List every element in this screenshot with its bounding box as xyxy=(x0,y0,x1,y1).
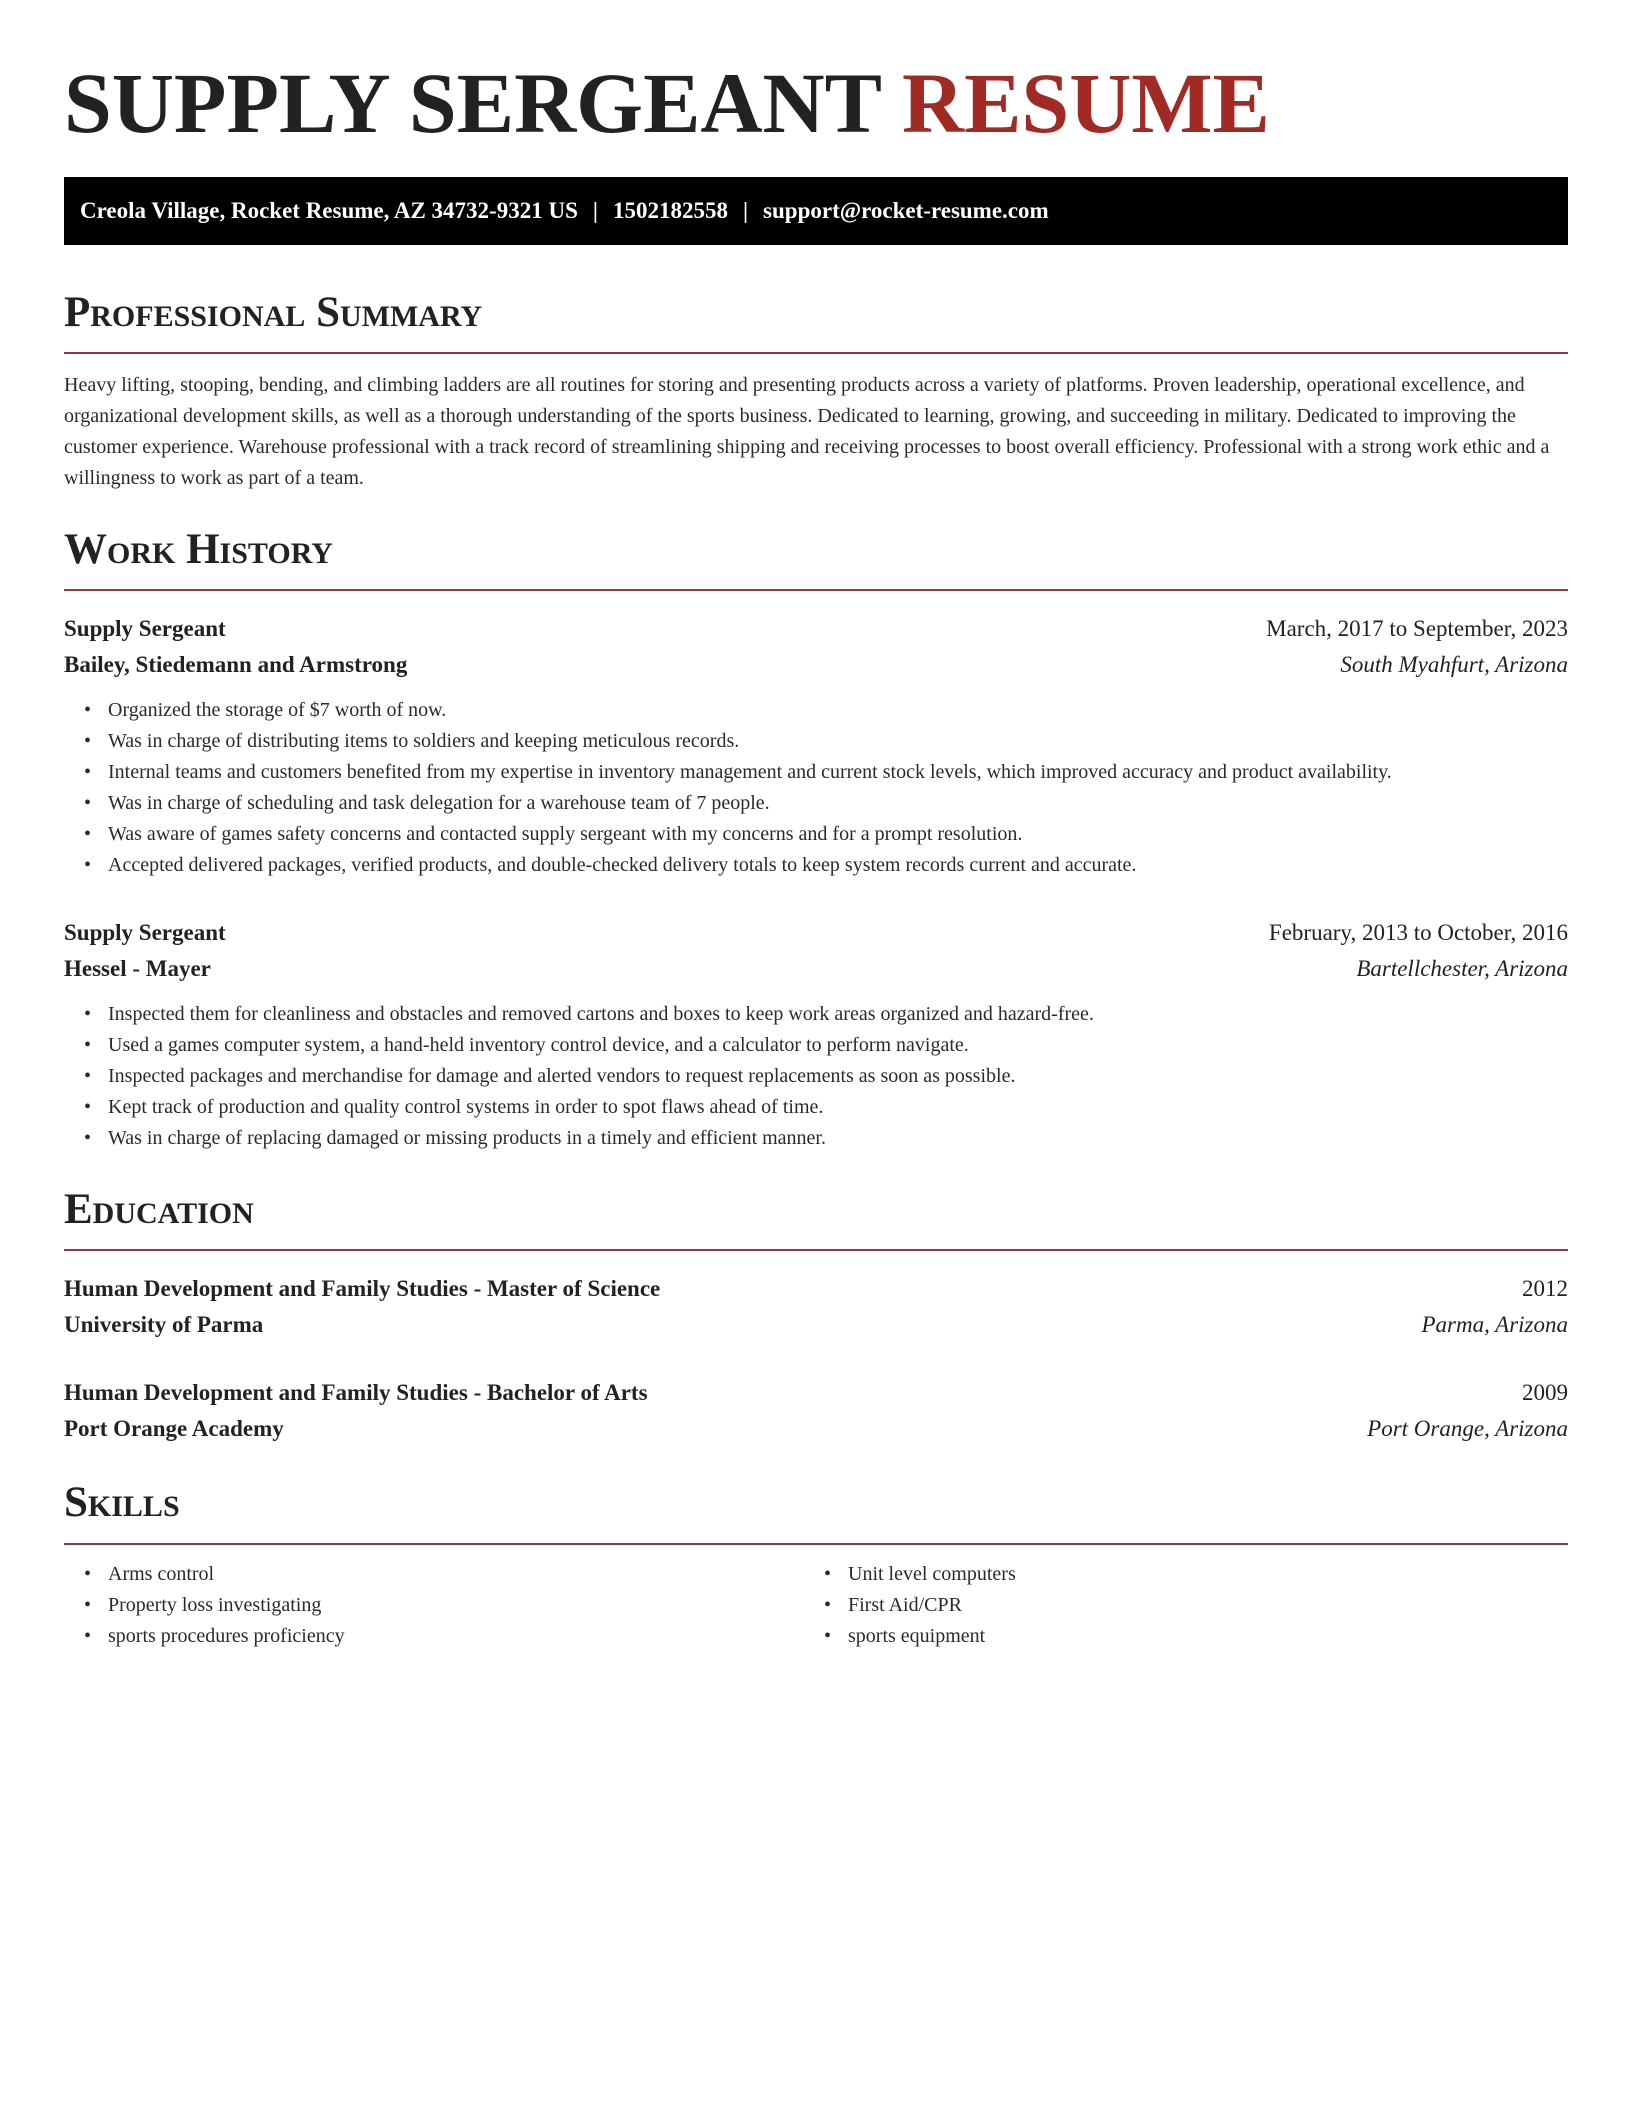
skill-item: • Property loss investigating xyxy=(108,1590,804,1621)
job-title: Supply Sergeant xyxy=(64,616,226,642)
graduation-year: 2009 xyxy=(1522,1380,1568,1406)
education-entry xyxy=(64,1271,1568,1343)
resume-title xyxy=(64,0,1568,151)
list-item: • Used a games computer system, a hand-held inventory control device, and a calculator to perform navigate. xyxy=(108,1030,1568,1061)
contact-separator: | xyxy=(742,197,749,223)
contact-email: support@rocket-resume.com xyxy=(763,197,1049,223)
summary-text: Heavy lifting, stooping, bending, and climbing ladders are all routines for storing and presenting products across a variety of platforms. Proven leadership, operational excellence, and organizational development skills, as well as a thorough understanding of the sports business. Dedicated to learning, growing, and succeeding in military. Dedicated to improving the customer experience. Warehouse professional with a track record of streamlining shipping and receiving processes to boost overall efficiency. Professional with a strong work ethic and a willingness to work as part of a team. xyxy=(64,373,1550,489)
school-name: University of Parma xyxy=(64,1312,264,1338)
resume-page xyxy=(64,0,1568,1652)
section-divider xyxy=(64,352,1568,354)
list-item: • Accepted delivered packages, verified products, and double-checked delivery totals to keep system records current and accurate. xyxy=(108,850,1568,881)
title-accent: RESUME xyxy=(901,55,1270,151)
skill-item: • Unit level computers xyxy=(848,1559,1544,1590)
title-main: SUPPLY SERGEANT xyxy=(64,55,881,151)
job-duties xyxy=(64,695,1568,881)
skills-list xyxy=(64,1559,804,1652)
school-name: Port Orange Academy xyxy=(64,1416,284,1442)
job-location: South Myahfurt, Arizona xyxy=(1340,652,1568,678)
degree: Human Development and Family Studies - Master of Science xyxy=(64,1276,661,1302)
job-company: Bailey, Stiedemann and Armstrong xyxy=(64,652,408,678)
skill-item: • sports procedures proficiency xyxy=(108,1621,804,1652)
contact-phone: 1502182558 xyxy=(612,197,728,223)
contact-separator: | xyxy=(592,197,598,223)
education-entry xyxy=(64,1375,1568,1447)
job-location: Bartellchester, Arizona xyxy=(1356,956,1568,982)
school-location: Port Orange, Arizona xyxy=(1367,1416,1568,1442)
list-item: • Was aware of games safety concerns and contacted supply sergeant with my concerns and for a prompt resolution. xyxy=(108,819,1568,850)
list-item: • Was in charge of distributing items to soldiers and keeping meticulous records. xyxy=(108,726,1568,757)
skills-grid xyxy=(64,1559,1568,1652)
list-item: • Inspected them for cleanliness and obstacles and removed cartons and boxes to keep work areas organized and hazard-free. xyxy=(108,999,1568,1030)
section-divider xyxy=(64,589,1568,591)
job-title: Supply Sergeant xyxy=(64,920,226,946)
list-item: • Was in charge of replacing damaged or missing products in a timely and efficient manner. xyxy=(108,1123,1568,1154)
list-item: • Organized the storage of $7 worth of now. xyxy=(108,695,1568,726)
graduation-year: 2012 xyxy=(1522,1276,1568,1302)
section-divider xyxy=(64,1543,1568,1545)
summary-heading: Professional Summary xyxy=(64,288,483,336)
contact-address: Creola Village, Rocket Resume, AZ 34732-9321 US xyxy=(80,197,578,223)
list-item: • Was in charge of scheduling and task delegation for a warehouse team of 7 people. xyxy=(108,788,1568,819)
job-dates: March, 2017 to September, 2023 xyxy=(1266,616,1568,642)
skills-list xyxy=(804,1559,1544,1652)
job-company: Hessel - Mayer xyxy=(64,956,211,982)
skills-heading: Skills xyxy=(64,1479,180,1527)
section-divider xyxy=(64,1249,1568,1251)
skill-item: • Arms control xyxy=(108,1559,804,1590)
job-entry xyxy=(64,915,1568,1154)
skills-column-left xyxy=(64,1559,804,1652)
list-item: • Inspected packages and merchandise for damage and alerted vendors to request replacements as soon as possible. xyxy=(108,1061,1568,1092)
work-history-heading: Work History xyxy=(64,525,333,573)
school-location: Parma, Arizona xyxy=(1421,1312,1568,1338)
degree: Human Development and Family Studies - Bachelor of Arts xyxy=(64,1380,648,1406)
contact-bar xyxy=(64,177,1568,245)
skill-item: • First Aid/CPR xyxy=(848,1590,1544,1621)
skill-item: • sports equipment xyxy=(848,1621,1544,1652)
job-duties xyxy=(64,999,1568,1154)
list-item: • Internal teams and customers benefited from my expertise in inventory management and current stock levels, which improved accuracy and product availability. xyxy=(108,757,1568,788)
skills-column-right xyxy=(804,1559,1544,1652)
job-dates: February, 2013 to October, 2016 xyxy=(1268,920,1568,946)
job-entry xyxy=(64,611,1568,881)
education-heading: Education xyxy=(64,1186,254,1234)
list-item: • Kept track of production and quality control systems in order to spot flaws ahead of time. xyxy=(108,1092,1568,1123)
